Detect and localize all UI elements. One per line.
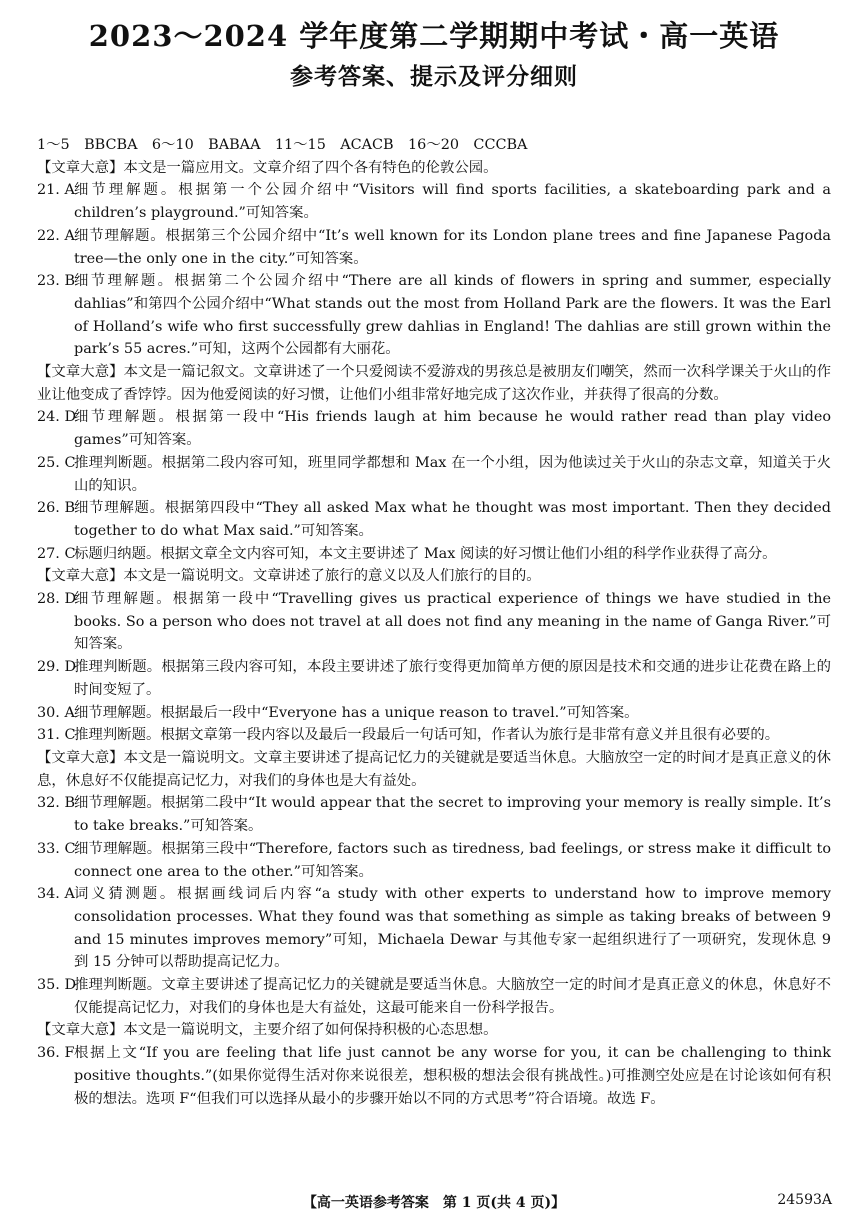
answers-line-1-20: 1～5 BBCBA 6～10 BABAA 11～15 ACACB 16～20 CCCBA [37,137,528,153]
answer-number: 31. C [37,727,76,744]
answer-number: 26. B [37,500,76,517]
answer-item [37,838,831,883]
answer-item [37,974,831,1019]
answer-content [37,134,831,1110]
answer-explanation: 细节理解题。根据第二段中“It would appear that the secret to improving your memory is really simple. It’s to take breaks.”可知答案。 [74,795,831,835]
answer-explanation: 细节理解题。根据第一段中“Travelling gives us practical experience of things we have studied in the books. So a person who does not travel at all does not find any meaning in the name of Ganga River.”可知答案。 [74,591,831,653]
answer-explanation: 推理判断题。根据文章第一段内容以及最后一段最后一句话可知，作者认为旅行是非常有意义并且很有必要的。 [74,727,780,744]
answer-item [37,406,831,451]
answer-explanation: 细节理解题。根据第四段中“They all asked Max what he thought was most important. Then they decided together to do what Max said.”可知答案。 [74,500,831,539]
answer-number: 25. C [37,454,76,471]
answer-item [37,452,831,497]
answer-number: 22. A [37,227,75,244]
answer-item [37,1042,831,1110]
answer-number: 34. A [37,886,75,903]
article-summary: 【文章大意】本文是一篇说明文。文章主要讲述了提高记忆力的关键就是要适当休息。大脑放空一定的时间才是真正意义的休息，休息好不仅能提高记忆力，对我们的身体也是大有益处。 [37,749,831,789]
answer-explanation: 推理判断题。根据第二段内容可知，班里同学都想和 Max 在一个小组，因为他读过关于火山的杂志文章，知道关于火山的知识。 [74,454,831,494]
answer-item [37,702,831,725]
article-summary: 【文章大意】本文是一篇应用文。文章介绍了四个各有特色的伦敦公园。 [37,159,498,176]
article-summary: 【文章大意】本文是一篇说明文。文章讲述了旅行的意义以及人们旅行的目的。 [37,568,541,585]
answer-item [37,225,831,270]
answer-explanation: 细节理解题。根据第一段中“His friends laugh at him because he would rather read than play video games”可知答案。 [74,409,831,449]
article-summary: 【文章大意】本文是一篇说明文，主要介绍了如何保持积极的心态思想。 [37,1022,498,1039]
answer-explanation: 根据上文“If you are feeling that life just cannot be any worse for you, it can be challenging to think positive thoughts.”(如果你觉得生活对你来说很差，想积极的想法会很有挑战性。)可推测空处应是在讨论该如何有积极的想法。选项 F“但我们可以选择从最小的步骤开始以不同的方式思考”符合语境。故选 F。 [74,1045,831,1107]
answer-number: 23. B [37,273,76,290]
answer-item [37,497,831,542]
answer-explanation: 细节理解题。根据第一个公园介绍中“Visitors will find sports facilities, a skateboarding park and a children’s playground.”可知答案。 [74,182,831,222]
answer-explanation: 推理判断题。文章主要讲述了提高记忆力的关键就是要适当休息。大脑放空一定的时间才是真正意义的休息，休息好不仅能提高记忆力，对我们的身体也是大有益处，这最可能来自一份科学报告。 [74,977,831,1016]
answer-item [37,792,831,837]
page-title: 2023～2024 学年度第二学期期中考试・高一英语 [88,19,780,53]
page-subtitle: 参考答案、提示及评分细则 [290,63,578,90]
article-summary: 【文章大意】本文是一篇记叙文。文章讲述了一个只爱阅读不爱游戏的男孩总是被朋友们嘲笑，然而一次科学课关于火山的作业让他变成了香饽饽。因为他爱阅读的好习惯，让他们小组非常好地完成了这次作业，并获得了很高的分数。 [37,364,831,403]
answer-number: 29. D [37,659,76,676]
answer-item [37,883,831,974]
answer-item [37,543,831,566]
answer-number: 28. D [37,591,76,608]
answer-number: 27. C [37,545,76,562]
footer-page-info: 【高一英语参考答案 第 1 页(共 4 页)】 [302,1195,566,1211]
answer-explanation: 细节理解题。根据第三段中“Therefore, factors such as tiredness, bad feelings, or stress make it difficult to connect one area to the other.”可知答案。 [74,840,831,880]
answer-item [37,179,831,224]
answer-explanation: 细节理解题。根据第三个公园介绍中“It’s well known for its London plane trees and fine Japanese Pagoda tree—the only one in the city.”可知答案。 [74,227,831,267]
answer-number: 21. A [37,182,75,199]
answer-number: 33. C [37,840,76,857]
answer-explanation: 词义猜测题。根据画线词后内容“a study with other experts to understand how to improve memory consolidation processes. What they found was that something as simple as taking breaks of between 9 and 15 minutes improves memory”可知，Michaela Dewar 与其他专家一起组织进行了一项研究，发现休息 9 到 15 分钟可以帮助提高记忆力。 [74,886,831,971]
answer-item [37,724,831,747]
answer-item [37,588,831,656]
answer-explanation: 推理判断题。根据第三段内容可知，本段主要讲述了旅行变得更加简单方便的原因是技术和交通的进步让花费在路上的时间变短了。 [74,659,831,698]
answer-number: 24. D [37,409,76,426]
answer-number: 36. F [37,1045,75,1062]
answer-item [37,656,831,701]
answer-number: 35. D [37,977,76,994]
answer-number: 30. A [37,704,75,721]
answer-item [37,270,831,361]
answer-explanation: 细节理解题。根据第二个公园介绍中“There are all kinds of flowers in spring and summer, especially dahlias”和第四个公园介绍中“What stands out the most from Holland Park are the flowers. It was the Earl of Holland’s wife who first successfully grew dahlias in England! The dahlias are still grown within the park’s 55 acres.”可知，这两个公园都有大丽花。 [74,273,831,358]
answer-explanation: 细节理解题。根据最后一段中“Everyone has a unique reason to travel.”可知答案。 [74,704,639,721]
answer-number: 32. B [37,795,76,812]
footer-exam-code: 24593A [777,1192,832,1208]
answer-explanation: 标题归纳题。根据文章全文内容可知，本文主要讲述了 Max 阅读的好习惯让他们小组的科学作业获得了高分。 [74,545,777,562]
